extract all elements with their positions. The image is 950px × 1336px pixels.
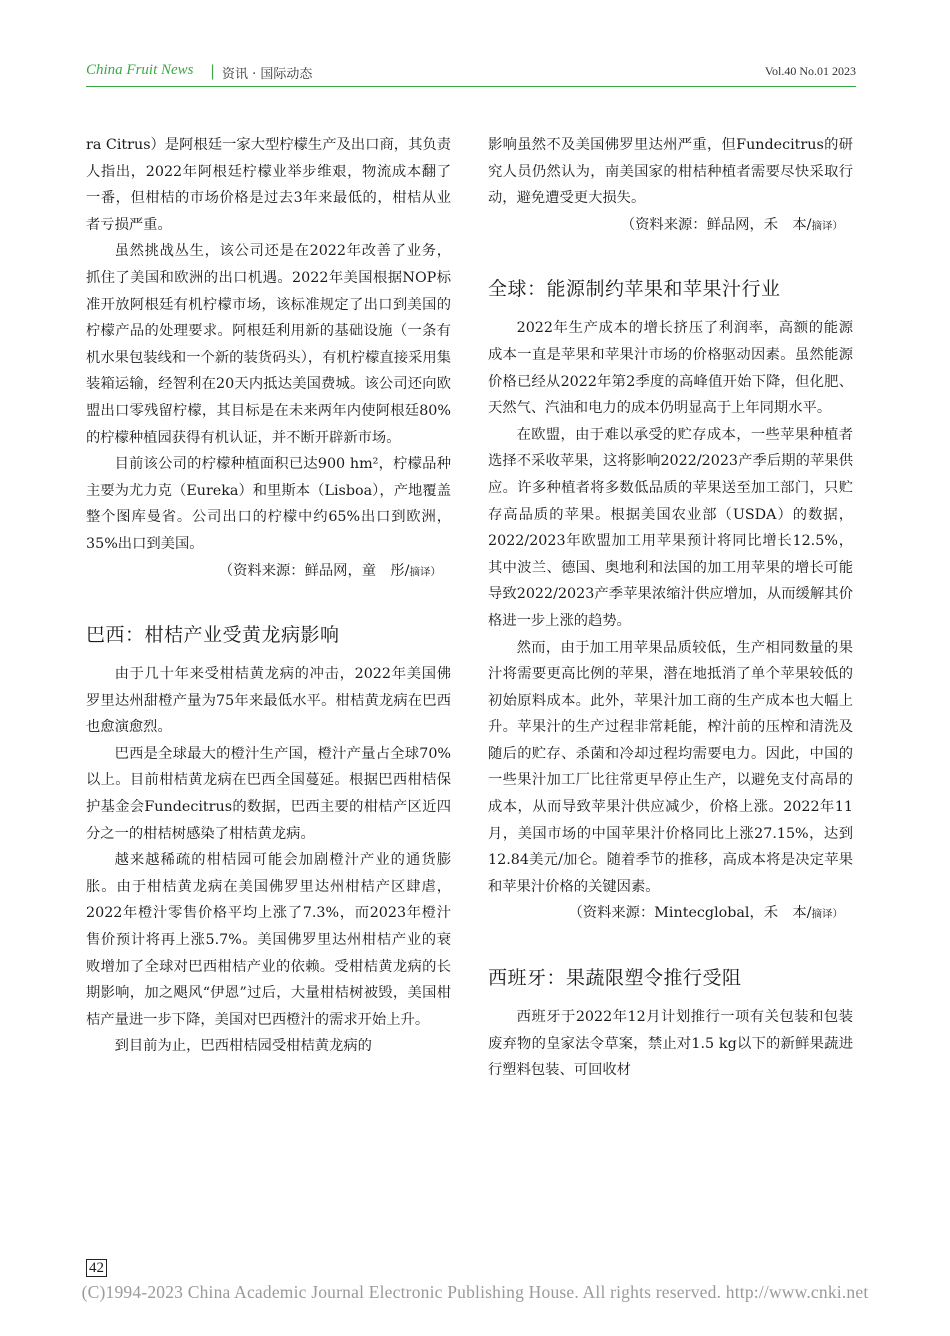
header-rule bbox=[86, 86, 856, 87]
intro-source-suffix: 摘译） bbox=[409, 565, 441, 578]
global-paragraph-2: 在欧盟，由于难以承受的贮存成本，一些苹果种植者选择不采收苹果，这将影响2022/2023产季后期的苹果供应。许多种植者将多数低品质的苹果送至加工部门，只贮存高品质的苹果。根据美国农业部（USDA）的数据，2022/2023年欧盟加工用苹果预计将同比增长12.5%，其中波兰、德国、奥地利和法国的加工用苹果的增长可能导致2022/2023产季苹果浓缩汁供应增加，从而缓解其价格进一步上涨的趋势。 bbox=[488, 426, 853, 629]
issue-label: Vol.40 No.01 2023 bbox=[764, 64, 856, 78]
journal-brand: China Fruit News bbox=[86, 62, 194, 78]
brazil-paragraph-2: 巴西是全球最大的橙汁生产国，橙汁产量占全球70%以上。目前柑桔黄龙病在巴西全国蔓延。根据巴西柑桔保护基金会Fundecitrus的数据，巴西主要的柑桔产区近四分之一的柑桔树感染了柑桔黄龙病。 bbox=[86, 745, 451, 842]
page-number: 42 bbox=[86, 1259, 107, 1277]
brazil-source-suffix: 摘译） bbox=[811, 219, 843, 232]
brazil-paragraph-4: 到目前为止，巴西柑桔园受柑桔黄龙病的 bbox=[114, 1038, 372, 1055]
section-label: 资讯 · 国际动态 bbox=[222, 67, 313, 82]
copyright-footer: (C)1994-2023 China Academic Journal Electronic Publishing House. All rights reserved. http://www.cnki.net bbox=[81, 1282, 869, 1302]
intro-paragraph-2: 虽然挑战丛生，该公司还是在2022年改善了业务，抓住了美国和欧洲的出口机遇。2022年美国根据NOP标准开放阿根廷有机柠檬市场，该标准规定了出口到美国的柠檬产品的处理要求。阿根廷利用新的基础设施（一条有机水果包装线和一个新的装货码头），有机柠檬直接采用集装箱运输，经智利在20天内抵达美国费城。该公司还向欧盟出口零残留柠檬，其目标是在未来两年内使阿根廷80%的柠檬种植园获得有机认证，并不断开辟新市场。 bbox=[86, 243, 451, 446]
spain-heading: 西班牙：果蔬限塑令推行受阻 bbox=[488, 967, 742, 990]
brazil-source-text: （资料来源：鲜品网，禾 本/ bbox=[620, 216, 812, 233]
intro-paragraph-3: 目前该公司的柠檬种植面积已达900 hm²，柠檬品种主要为尤力克（Eureka）和里斯本（Lisboa），产地覆盖整个图库曼省。公司出口的柠檬中约65%出口到欧洲，35%出口到美国。 bbox=[86, 456, 451, 552]
brazil-paragraph-1: 由于几十年来受柑桔黄龙病的冲击，2022年美国佛罗里达州甜橙产量为75年来最低水平。柑桔黄龙病在巴西也愈演愈烈。 bbox=[86, 666, 451, 736]
brazil-source bbox=[488, 212, 853, 240]
global-heading: 全球：能源制约苹果和苹果汁行业 bbox=[488, 278, 781, 301]
running-header bbox=[86, 62, 856, 84]
global-source-suffix: 摘译） bbox=[811, 908, 843, 921]
global-paragraph-1: 2022年生产成本的增长挤压了利润率，高额的能源成本一直是苹果和苹果汁市场的价格驱动因素。虽然能源价格已经从2022年第2季度的高峰值开始下降，但化肥、天然气、汽油和电力的成本仍明显高于上年同期水平。 bbox=[488, 320, 853, 417]
intro-source bbox=[86, 558, 451, 586]
header-separator: | bbox=[210, 62, 216, 80]
global-source bbox=[488, 900, 853, 928]
brazil-continued-paragraph: 影响虽然不及美国佛罗里达州严重，但Fundecitrus的研究人员仍然认为，南美国家的柑桔种植者需要尽快采取行动，避免遭受更大损失。 bbox=[488, 137, 853, 207]
intro-source-text: （资料来源：鲜品网，童 彤/ bbox=[218, 562, 410, 579]
global-source-text: （资料来源：Mintecglobal，禾 本/ bbox=[568, 905, 812, 922]
left-column bbox=[86, 132, 451, 1060]
brazil-paragraph-3: 越来越稀疏的柑桔园可能会加剧橙汁产业的通货膨胀。由于柑桔黄龙病在美国佛罗里达州柑桔产区肆虐，2022年橙汁零售价格平均上涨了7.3%，而2023年橙汁售价预计将再上涨5.7%。美国佛罗里达州柑桔产业的衰败增加了全球对巴西柑桔产业的依赖。受柑桔黄龙病的长期影响，加之飓风“伊恩”过后，大量柑桔树被毁，美国柑桔产量进一步下降，美国对巴西橙汁的需求开始上升。 bbox=[86, 852, 451, 1028]
brazil-heading: 巴西：柑桔产业受黄龙病影响 bbox=[86, 624, 340, 647]
spain-paragraph-1: 西班牙于2022年12月计划推行一项有关包装和包装废弃物的皇家法令草案，禁止对1.5 kg以下的新鲜果蔬进行塑料包装、可回收材 bbox=[488, 1009, 853, 1079]
global-paragraph-3: 然而，由于加工用苹果品质较低，生产相同数量的果汁将需要更高比例的苹果，潜在地抵消了单个苹果较低的初始原料成本。此外，苹果汁加工商的生产成本也大幅上升。苹果汁的生产过程非常耗能，榨汁前的压榨和清洗及随后的贮存、杀菌和冷却过程均需要电力。因此，中国的一些果汁加工厂比往常更早停止生产，以避免支付高昂的成本，从而导致苹果汁供应减少，价格上涨。2022年11月，美国市场的中国苹果汁价格同比上涨27.15%，达到12.84美元/加仑。随着季节的推移，高成本将是决定苹果和苹果汁价格的关键因素。 bbox=[488, 639, 853, 895]
intro-paragraph-1: ra Citrus）是阿根廷一家大型柠檬生产及出口商，其负责人指出，2022年阿根廷柠檬业举步维艰，物流成本翻了一番，但柑桔的市场价格是过去3年来最低的，柑桔从业者亏损严重。 bbox=[86, 137, 451, 233]
right-column bbox=[488, 132, 853, 1084]
